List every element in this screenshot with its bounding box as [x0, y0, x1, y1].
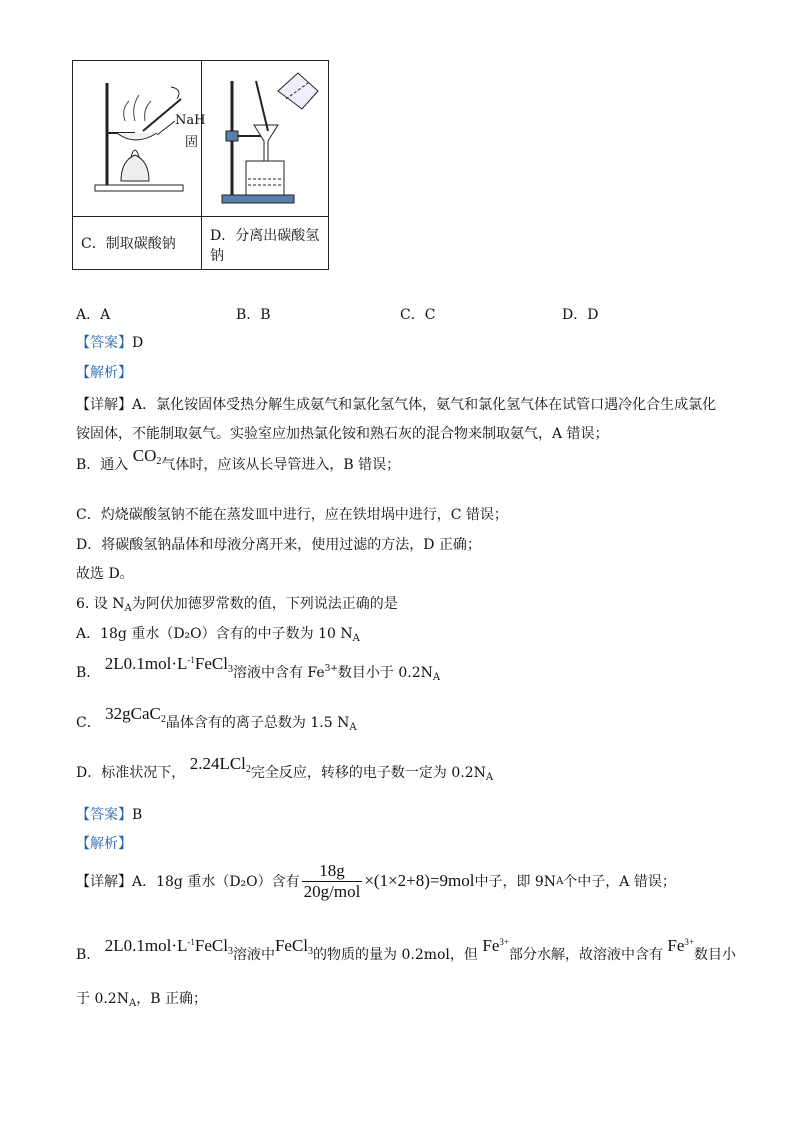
q6-detb-ion-sup: 3+: [499, 937, 509, 947]
q6-option-b-formula: [105, 654, 233, 673]
q5-detail-a-line2: 铵固体，不能制取氨气。实验室应加热氯化铵和熟石灰的混合物来制取氨气，A 错误；: [76, 426, 609, 442]
q6-b-formula-sub: 3: [227, 664, 233, 675]
caption-d-cell: [202, 217, 329, 270]
figure-c-label-1: NaH: [175, 113, 206, 128]
q6-option-d-text: 完全反应，转移的电子数一定为 0.2N: [250, 765, 486, 781]
q6-detail-b-text1: 的物质的量为 0.2mol，但: [313, 947, 478, 963]
q6-detail-tag: 【详解】: [76, 874, 132, 890]
q6-option-c: [76, 704, 357, 733]
q5-analysis-tag: 【解析】: [76, 365, 132, 381]
q6-detail-a: [76, 858, 676, 904]
q5-detail-b: [76, 446, 401, 475]
q6-detb-ion: Fe: [482, 936, 500, 955]
q6-detail-b-formula: [105, 936, 233, 955]
q5-option-c: C．C: [400, 307, 436, 323]
q6-detail-a-suffix: 中子，即 9N: [474, 874, 557, 890]
q6-b-formula-2: FeCl: [194, 654, 228, 673]
q6-option-a: [76, 623, 360, 644]
fraction-denominator: 20g/mol: [303, 881, 361, 901]
q6-option-b-text2-sub: A: [432, 672, 441, 683]
q6-stem: [76, 593, 398, 614]
q5-b-formula: [133, 446, 162, 465]
q6-option-d: [76, 754, 494, 783]
q6-detail-b-ion: [482, 936, 509, 955]
q6-detail-a-expr: ×(1×2+8)=9mol: [364, 871, 475, 890]
q6-detb-formula-3: FeCl: [274, 936, 309, 955]
q6-detail-b-line2: [76, 988, 207, 1009]
answer-tag: 【答案】: [76, 335, 132, 351]
q6-detail-a-suffix-sub: A: [556, 875, 564, 887]
q6-option-a-text: A．18g 重水（D₂O）含有的中子数为 10 N: [76, 626, 353, 642]
q6-detail-b-line2-sub: A: [128, 998, 137, 1009]
figure-c-cell: [73, 61, 206, 217]
q6-option-d-formula: [190, 754, 251, 773]
q6-option-c-text-sub: A: [349, 722, 357, 733]
detail-tag: 【详解】: [76, 397, 132, 413]
q6-option-b-text: 溶液中含有 Fe: [232, 665, 325, 681]
q6-detail-b-text3: 数目小: [693, 947, 736, 963]
q6-detb-formula-3-sub: 3: [308, 946, 314, 957]
q6-stem-num: 6. 设 N: [76, 596, 125, 612]
q6-b-formula-sup: -1: [187, 655, 195, 665]
q6-option-d-text-sub: A: [485, 772, 494, 783]
q6-detb-formula-sub: 3: [227, 946, 233, 957]
q5-b-suffix: 气体时，应该从长导管进入，B 错误；: [161, 457, 401, 473]
q6-analysis-tag: 【解析】: [76, 836, 132, 852]
q6-b-formula-1: 2L0.1mol·L: [104, 654, 188, 673]
q6-option-b-prefix: B．: [76, 665, 101, 681]
q6-c-formula-main: 32gCaC: [105, 704, 161, 723]
q6-detail-b-line2-text: 于 0.2N: [76, 991, 129, 1007]
q6-stem-sub: A: [124, 603, 132, 614]
q6-option-c-text: 晶体含有的离子总数为 1.5 N: [165, 715, 350, 731]
q6-option-b-ion-sup: 3+: [324, 664, 338, 674]
fraction-numerator: 18g: [302, 861, 363, 882]
figure-d-cell: [202, 61, 329, 217]
q5-option-d: D．D: [562, 307, 599, 323]
q6-detail-b-line1: [76, 936, 736, 965]
q6-option-c-formula: [105, 704, 166, 723]
q6-answer-tag: 【答案】: [76, 807, 132, 823]
heating-apparatus-figure: [73, 61, 201, 216]
q6-detail-b-ion2: [667, 936, 694, 955]
q5-b-prefix: B．通入: [76, 457, 129, 473]
caption-d-line2: 钠: [210, 248, 224, 264]
q6-option-c-prefix: C．: [76, 715, 101, 731]
q5-detail-a-text1: A．氯化铵固体受热分解生成氨气和氯化氢气体，氨气和氯化氢气体在试管口遇冷化合生成氯化: [132, 397, 717, 413]
q6-detb-formula-1: 2L0.1mol·L: [104, 936, 188, 955]
q6-detb-formula-2: FeCl: [194, 936, 228, 955]
filtration-apparatus-figure: [202, 61, 328, 216]
q6-detail-a-fraction: [302, 861, 363, 902]
q6-detail-b-formula3: [275, 936, 313, 955]
q5-b-formula-sub: 2: [156, 456, 162, 467]
q6-option-b: [76, 654, 441, 683]
q6-detail-b-prefix: B．: [76, 947, 101, 963]
q6-detb-ion2: Fe: [667, 936, 685, 955]
q5-option-b: B．B: [236, 307, 271, 323]
q6-detb-ion2-sup: 3+: [684, 937, 694, 947]
caption-d-line1: D．分离出碳酸氢: [210, 228, 320, 244]
q6-detail-b-mid: 溶液中: [232, 947, 275, 963]
q6-option-a-sub: A: [352, 633, 360, 644]
q6-detail-a-prefix: A．18g 重水（D₂O）含有: [132, 874, 300, 890]
q6-detail-b-line2-end: ，B 正确；: [136, 991, 207, 1007]
q6-detail-a-suffix2: 个中子，A 错误；: [563, 874, 676, 890]
q5-detail-a-line1: [76, 394, 716, 414]
q5-answer: D: [132, 335, 144, 351]
q6-detail-b-text2: 部分水解，故溶液中含有: [508, 947, 663, 963]
experiment-table: [72, 60, 329, 270]
q5-detail-c: C．灼烧碳酸氢钠不能在蒸发皿中进行，应在铁坩埚中进行，C 错误；: [76, 507, 508, 523]
q6-answer: B: [132, 807, 143, 823]
q5-answer-line: [76, 332, 143, 352]
caption-c: C．制取碳酸钠: [81, 236, 176, 252]
q6-option-d-prefix: D．标准状况下，: [76, 765, 186, 781]
q6-c-formula-sub: 2: [160, 714, 166, 725]
q6-option-b-text2: 数目小于 0.2N: [337, 665, 433, 681]
q5-b-formula-main: CO: [132, 446, 157, 465]
caption-c-cell: [73, 217, 202, 270]
q6-d-formula-sub: 2: [245, 764, 251, 775]
q5-conclusion: 故选 D。: [76, 566, 134, 582]
q5-option-a: A．A: [76, 307, 111, 323]
q5-detail-d: D．将碳酸氢钠晶体和母液分离开来，使用过滤的方法，D 正确；: [76, 537, 481, 553]
q6-detb-formula-sup: -1: [187, 937, 195, 947]
q6-answer-line: [76, 804, 142, 824]
figure-c-label-2: 固: [185, 135, 199, 150]
q6-d-formula-main: 2.24LCl: [189, 754, 246, 773]
q6-stem-rest: 为阿伏加德罗常数的值，下列说法正确的是: [131, 596, 398, 612]
